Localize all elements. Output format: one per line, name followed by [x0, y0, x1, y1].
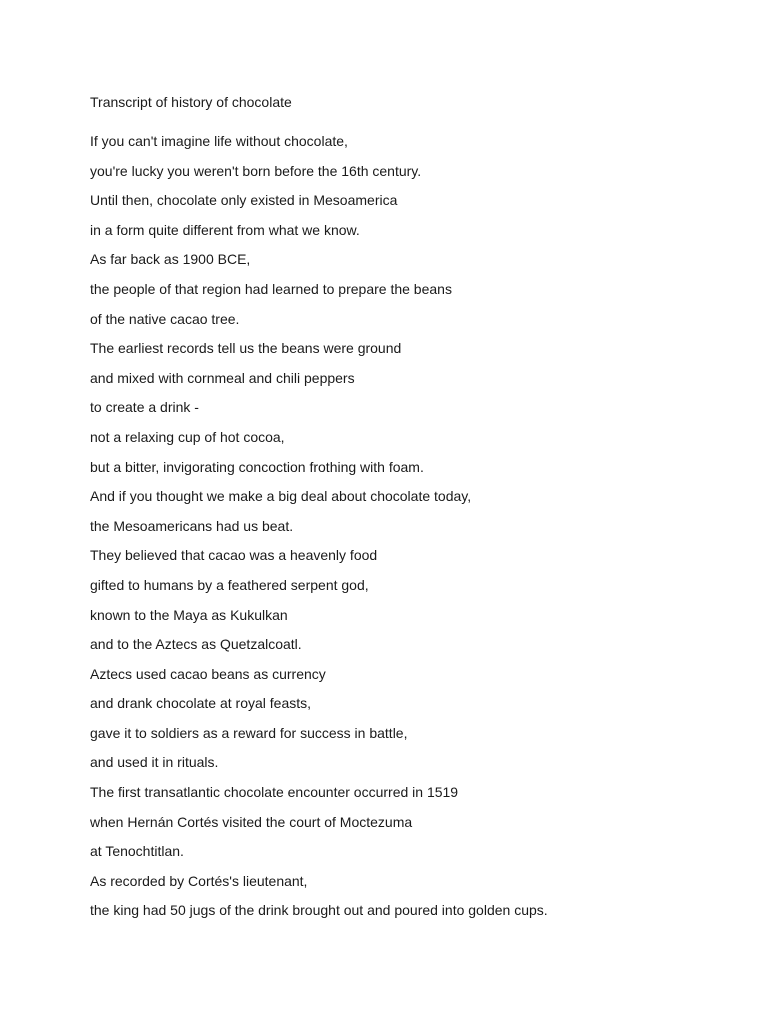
transcript-line: and mixed with cornmeal and chili peppers: [90, 369, 355, 386]
transcript-line: gave it to soldiers as a reward for success in battle,: [90, 724, 408, 741]
transcript-line: known to the Maya as Kukulkan: [90, 606, 288, 623]
transcript-line: to create a drink -: [90, 399, 199, 416]
transcript-line: at Tenochtitlan.: [90, 843, 184, 860]
transcript-line: in a form quite different from what we know.: [90, 221, 360, 238]
transcript-line: If you can't imagine life without chocolate,: [90, 133, 348, 149]
transcript-line: you're lucky you weren't born before the 16th century.: [90, 162, 422, 179]
transcript-line: the Mesoamericans had us beat.: [90, 517, 294, 534]
transcript-line: of the native cacao tree.: [90, 310, 240, 327]
transcript-body: [90, 130, 548, 929]
transcript-line: but a bitter, invigorating concoction frothing with foam.: [90, 458, 424, 475]
transcript-line: Aztecs used cacao beans as currency: [90, 665, 326, 682]
transcript-line: not a relaxing cup of hot cocoa,: [90, 428, 285, 445]
transcript-line: when Hernán Cortés visited the court of Moctezuma: [90, 813, 413, 830]
transcript-line: and drank chocolate at royal feasts,: [90, 695, 312, 712]
transcript-line: Until then, chocolate only existed in Mesoamerica: [90, 192, 398, 209]
transcript-line: The first transatlantic chocolate encounter occurred in 1519: [90, 784, 459, 801]
transcript-line: and to the Aztecs as Quetzalcoatl.: [90, 636, 302, 653]
transcript-line: the king had 50 jugs of the drink brought out and poured into golden cups.: [90, 902, 548, 919]
transcript-line: The earliest records tell us the beans were ground: [90, 340, 402, 357]
transcript-line: They believed that cacao was a heavenly food: [90, 547, 378, 564]
transcript-line: And if you thought we make a big deal about chocolate today,: [90, 488, 472, 505]
transcript-line: As recorded by Cortés's lieutenant,: [90, 872, 308, 889]
transcript-line: the people of that region had learned to prepare the beans: [90, 280, 452, 297]
document-title: Transcript of history of chocolate: [90, 94, 292, 110]
transcript-line: gifted to humans by a feathered serpent god,: [90, 576, 369, 593]
transcript-line: As far back as 1900 BCE,: [90, 251, 251, 268]
transcript-line: and used it in rituals.: [90, 754, 219, 771]
